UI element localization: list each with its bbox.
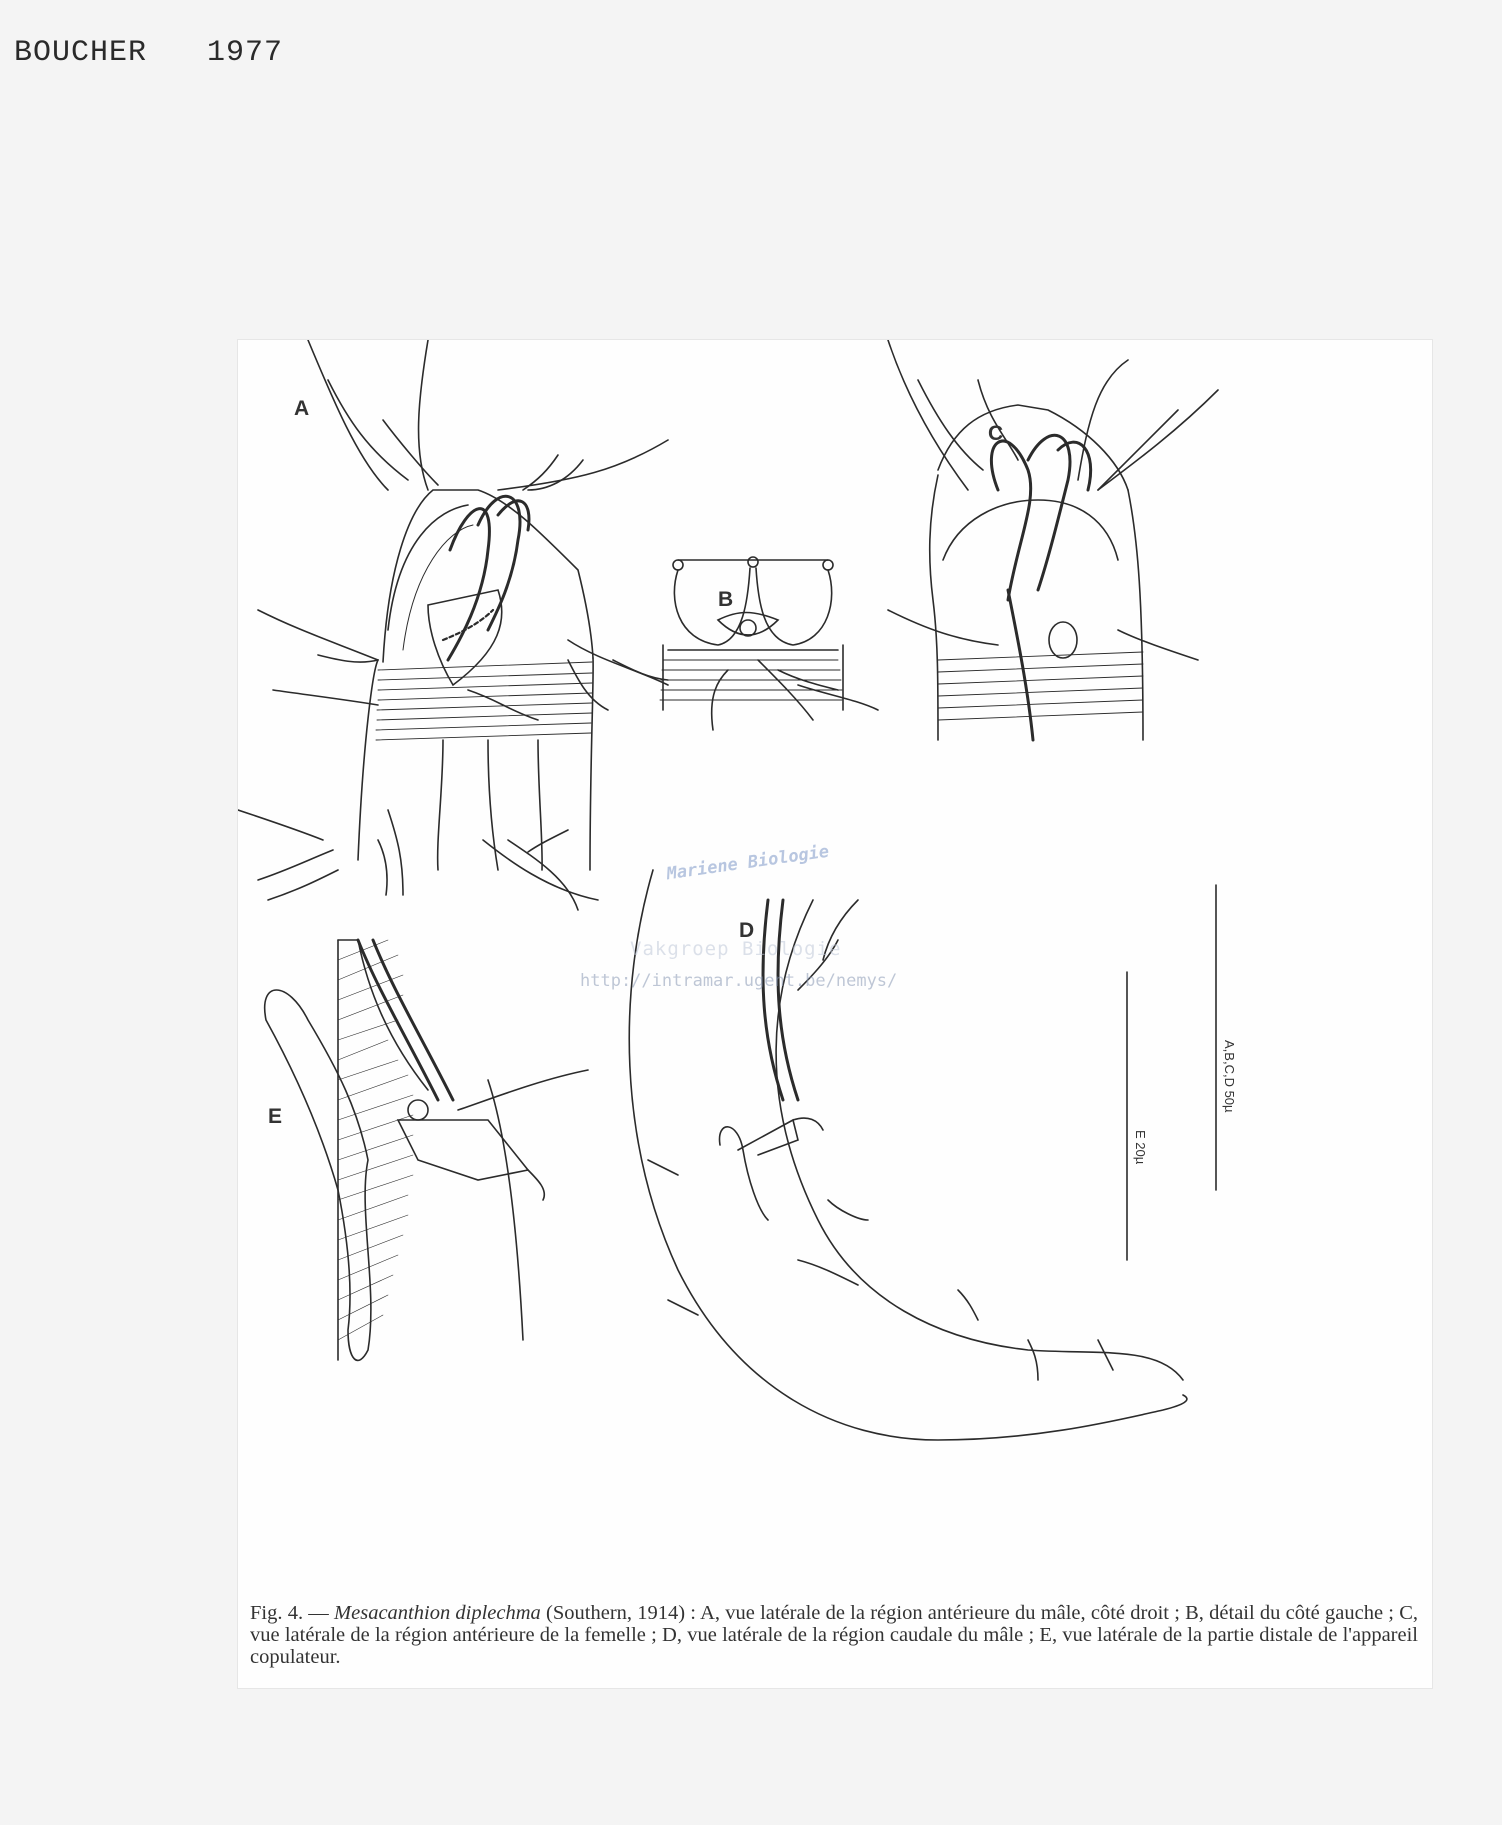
scale-label-abcd: A,B,C,D 50µ — [1222, 1040, 1237, 1113]
caption-species: Mesacanthion diplechma — [334, 1602, 541, 1624]
panel-label-a: A — [294, 397, 310, 420]
watermark-url: http://intramar.ugent.be/nemys/ — [580, 971, 898, 991]
figure-caption — [250, 1602, 1418, 1668]
panel-label-d: D — [739, 919, 755, 942]
watermark-line2: Vakgroep Biologie — [630, 938, 842, 960]
watermark-line1: Mariene Biologie — [665, 841, 831, 885]
scale-bars — [1127, 885, 1216, 1260]
figure-drawing — [238, 340, 1432, 1688]
panel-label-b: B — [718, 588, 734, 611]
panel-b-drawing — [568, 557, 878, 730]
caption-text: (Southern, 1914) : A, vue latérale de la région antérieure du mâle, côté droit ; B, détail du côté gauche ; C, vue latérale de la région antérieure de la femelle ; D, vue latérale de la région caudale du mâle ; E, vue latérale de la partie distale de l'appareil copulateur. — [250, 1602, 1418, 1668]
panel-c-drawing — [888, 340, 1218, 740]
panel-a-drawing — [238, 340, 668, 910]
figure-plate — [238, 340, 1432, 1688]
header-year: 1977 — [207, 36, 284, 70]
panel-label-c: C — [988, 422, 1004, 445]
panel-label-e: E — [268, 1105, 283, 1128]
page-header — [14, 36, 283, 70]
panel-e-drawing — [265, 940, 588, 1360]
caption-prefix: Fig. 4. — — [250, 1602, 329, 1624]
scale-label-e: E 20µ — [1133, 1130, 1148, 1165]
header-author: BOUCHER — [14, 36, 148, 70]
